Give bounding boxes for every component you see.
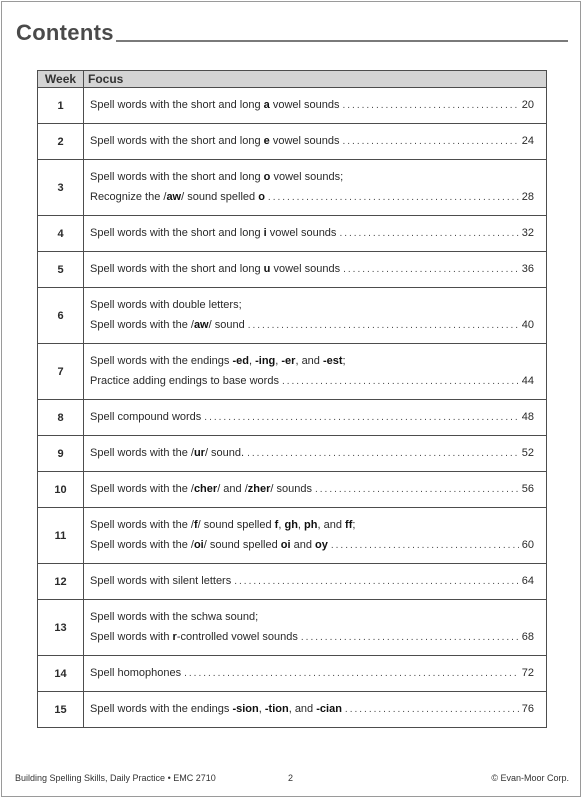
page-ref: 68 <box>521 631 534 643</box>
table-body <box>38 88 547 728</box>
plain-text: / sound spelled <box>203 539 281 551</box>
page-ref: 60 <box>521 539 534 551</box>
focus-text <box>90 607 258 627</box>
table-row <box>38 216 547 252</box>
plain-text: , <box>258 703 265 715</box>
plain-text: Spell homophones <box>90 667 182 679</box>
focus-text <box>90 223 336 243</box>
focus-line <box>90 663 534 684</box>
plain-text: , and <box>288 703 317 715</box>
emphasis-text: -ed <box>232 355 249 367</box>
week-number: 14 <box>38 656 84 692</box>
focus-text <box>90 95 340 115</box>
focus-line <box>90 607 534 627</box>
plain-text: Recognize the / <box>90 191 167 203</box>
focus-cell <box>84 692 547 728</box>
focus-line <box>90 479 534 500</box>
plain-text: vowel sounds; <box>270 171 344 183</box>
emphasis-text: f <box>274 519 279 531</box>
table-row <box>38 564 547 600</box>
footer-left: Building Spelling Skills, Daily Practice • EMC 2710 <box>15 773 216 783</box>
week-number: 8 <box>38 400 84 436</box>
week-number: 11 <box>38 508 84 564</box>
page-title: Contents <box>16 20 114 45</box>
week-number: 6 <box>38 288 84 344</box>
week-number: 13 <box>38 600 84 656</box>
focus-cell <box>84 600 547 656</box>
emphasis-text: ph <box>304 519 318 531</box>
emphasis-text: zher <box>247 483 271 495</box>
dot-leader <box>248 316 519 336</box>
dot-leader <box>184 664 519 684</box>
table-row <box>38 88 547 124</box>
page-number: 2 <box>288 773 294 783</box>
dot-leader <box>343 260 519 280</box>
focus-text <box>90 131 340 151</box>
table-row <box>38 436 547 472</box>
focus-line <box>90 515 534 535</box>
week-number: 12 <box>38 564 84 600</box>
week-number: 2 <box>38 124 84 160</box>
table-row <box>38 400 547 436</box>
plain-text: vowel sounds <box>269 99 340 111</box>
page-ref: 48 <box>521 411 534 423</box>
focus-line <box>90 223 534 244</box>
page-ref: 76 <box>521 703 534 715</box>
contents-table <box>37 70 547 728</box>
plain-text: Spell words with the / <box>90 447 194 459</box>
plain-text: Spell words with the endings <box>90 703 233 715</box>
plain-text: Spell words with the short and long <box>90 99 264 111</box>
emphasis-text: -ing <box>255 355 276 367</box>
focus-text <box>90 443 244 463</box>
page-ref: 72 <box>521 667 534 679</box>
week-number: 1 <box>38 88 84 124</box>
focus-text <box>90 479 312 499</box>
plain-text: vowel sounds <box>269 135 340 147</box>
table-row <box>38 252 547 288</box>
week-number: 4 <box>38 216 84 252</box>
dot-leader <box>345 700 519 720</box>
plain-text: Spell words with double letters; <box>90 299 242 311</box>
dot-leader <box>234 572 519 592</box>
focus-line <box>90 167 534 187</box>
page-header <box>16 20 568 48</box>
focus-cell <box>84 508 547 564</box>
table-row <box>38 344 547 400</box>
emphasis-text: i <box>263 227 267 239</box>
emphasis-text: o <box>263 171 271 183</box>
table-row <box>38 600 547 656</box>
focus-line <box>90 443 534 464</box>
focus-text <box>90 295 242 315</box>
focus-line <box>90 535 534 556</box>
plain-text: Spell words with the short and long <box>90 227 264 239</box>
dot-leader <box>301 628 519 648</box>
focus-text <box>90 167 343 187</box>
focus-cell <box>84 124 547 160</box>
plain-text: , <box>278 519 285 531</box>
focus-text <box>90 351 346 371</box>
emphasis-text: ur <box>193 447 205 459</box>
plain-text: Practice adding endings to base words <box>90 375 279 387</box>
focus-line <box>90 259 534 280</box>
plain-text: , <box>275 355 282 367</box>
emphasis-text: ff <box>345 519 353 531</box>
page-ref: 36 <box>521 263 534 275</box>
emphasis-text: e <box>263 135 270 147</box>
page-ref: 56 <box>521 483 534 495</box>
week-number: 10 <box>38 472 84 508</box>
emphasis-text: r <box>172 631 177 643</box>
focus-line <box>90 571 534 592</box>
table-row <box>38 288 547 344</box>
week-column-header: Week <box>38 71 84 88</box>
focus-line <box>90 315 534 336</box>
focus-text <box>90 407 201 427</box>
emphasis-text: -sion <box>232 703 259 715</box>
page-ref: 44 <box>521 375 534 387</box>
plain-text: , and <box>317 519 346 531</box>
emphasis-text: o <box>258 191 265 203</box>
focus-cell <box>84 472 547 508</box>
week-number: 3 <box>38 160 84 216</box>
focus-text <box>90 627 298 647</box>
emphasis-text: oi <box>280 539 291 551</box>
dot-leader <box>343 96 519 116</box>
page-ref: 24 <box>521 135 534 147</box>
dot-leader <box>343 132 519 152</box>
plain-text: / sound spelled <box>181 191 259 203</box>
emphasis-text: a <box>263 99 270 111</box>
table-row <box>38 692 547 728</box>
focus-line <box>90 295 534 315</box>
plain-text: / sound <box>208 319 245 331</box>
emphasis-text: -est <box>322 355 343 367</box>
plain-text: Spell words with the short and long <box>90 135 264 147</box>
table-row <box>38 124 547 160</box>
plain-text: Spell words with the short and long <box>90 171 264 183</box>
dot-leader <box>315 480 519 500</box>
focus-text <box>90 535 328 555</box>
table-row <box>38 508 547 564</box>
emphasis-text: f <box>193 519 198 531</box>
emphasis-text: oi <box>193 539 204 551</box>
plain-text: Spell words with the / <box>90 319 194 331</box>
week-number: 9 <box>38 436 84 472</box>
focus-cell <box>84 436 547 472</box>
plain-text: , <box>297 519 305 531</box>
focus-text <box>90 187 265 207</box>
plain-text: and <box>290 539 316 551</box>
focus-cell <box>84 160 547 216</box>
emphasis-text: oy <box>315 539 328 551</box>
focus-line <box>90 351 534 371</box>
plain-text: / sound spelled <box>197 519 275 531</box>
table-row <box>38 160 547 216</box>
plain-text: ; <box>342 355 346 367</box>
emphasis-text: u <box>263 263 271 275</box>
plain-text: Spell words with the schwa sound; <box>90 611 259 623</box>
plain-text: Spell words with the / <box>90 519 194 531</box>
table-header-row <box>38 71 547 88</box>
focus-column-header: Focus <box>84 71 547 88</box>
focus-line <box>90 95 534 116</box>
plain-text: vowel sounds <box>270 263 341 275</box>
plain-text: , and <box>295 355 323 367</box>
dot-leader <box>339 224 518 244</box>
focus-text <box>90 571 231 591</box>
focus-text <box>90 315 245 335</box>
plain-text: / sounds <box>270 483 312 495</box>
page-ref: 52 <box>521 447 534 459</box>
plain-text: Spell words with silent letters <box>90 575 232 587</box>
page-ref: 40 <box>521 319 534 331</box>
emphasis-text: -tion <box>264 703 289 715</box>
focus-line <box>90 627 534 648</box>
emphasis-text: gh <box>284 519 298 531</box>
focus-cell <box>84 564 547 600</box>
focus-cell <box>84 216 547 252</box>
emphasis-text: -er <box>281 355 296 367</box>
focus-cell <box>84 344 547 400</box>
plain-text: / sound. <box>204 447 245 459</box>
plain-text: Spell words with the / <box>90 483 194 495</box>
emphasis-text: cher <box>193 483 218 495</box>
emphasis-text: aw <box>166 191 182 203</box>
dot-leader <box>282 372 519 392</box>
dot-leader <box>247 444 519 464</box>
focus-text <box>90 663 181 683</box>
focus-line <box>90 407 534 428</box>
page-ref: 28 <box>521 191 534 203</box>
focus-line <box>90 187 534 208</box>
table-row <box>38 472 547 508</box>
page-ref: 64 <box>521 575 534 587</box>
focus-line <box>90 371 534 392</box>
plain-text: , <box>248 355 256 367</box>
plain-text: Spell words with <box>90 631 173 643</box>
week-number: 5 <box>38 252 84 288</box>
dot-leader <box>204 408 518 428</box>
plain-text: Spell words with the endings <box>90 355 233 367</box>
focus-text <box>90 371 279 391</box>
plain-text: / and / <box>217 483 248 495</box>
page-ref: 32 <box>521 227 534 239</box>
focus-line <box>90 699 534 720</box>
focus-cell <box>84 88 547 124</box>
table-row <box>38 656 547 692</box>
focus-text <box>90 515 355 535</box>
dot-leader <box>331 536 519 556</box>
dot-leader <box>268 188 519 208</box>
plain-text: vowel sounds <box>266 227 337 239</box>
plain-text: Spell words with the / <box>90 539 194 551</box>
focus-text <box>90 259 340 279</box>
plain-text: -controlled vowel sounds <box>176 631 298 643</box>
emphasis-text: -cian <box>316 703 342 715</box>
plain-text: Spell words with the short and long <box>90 263 264 275</box>
focus-cell <box>84 288 547 344</box>
page-ref: 20 <box>521 99 534 111</box>
focus-text <box>90 699 342 719</box>
focus-cell <box>84 656 547 692</box>
week-number: 15 <box>38 692 84 728</box>
emphasis-text: aw <box>193 319 209 331</box>
plain-text: Spell compound words <box>90 411 202 423</box>
plain-text: ; <box>352 519 356 531</box>
week-number: 7 <box>38 344 84 400</box>
footer-copyright: © Evan-Moor Corp. <box>491 773 569 783</box>
focus-line <box>90 131 534 152</box>
focus-cell <box>84 252 547 288</box>
focus-cell <box>84 400 547 436</box>
